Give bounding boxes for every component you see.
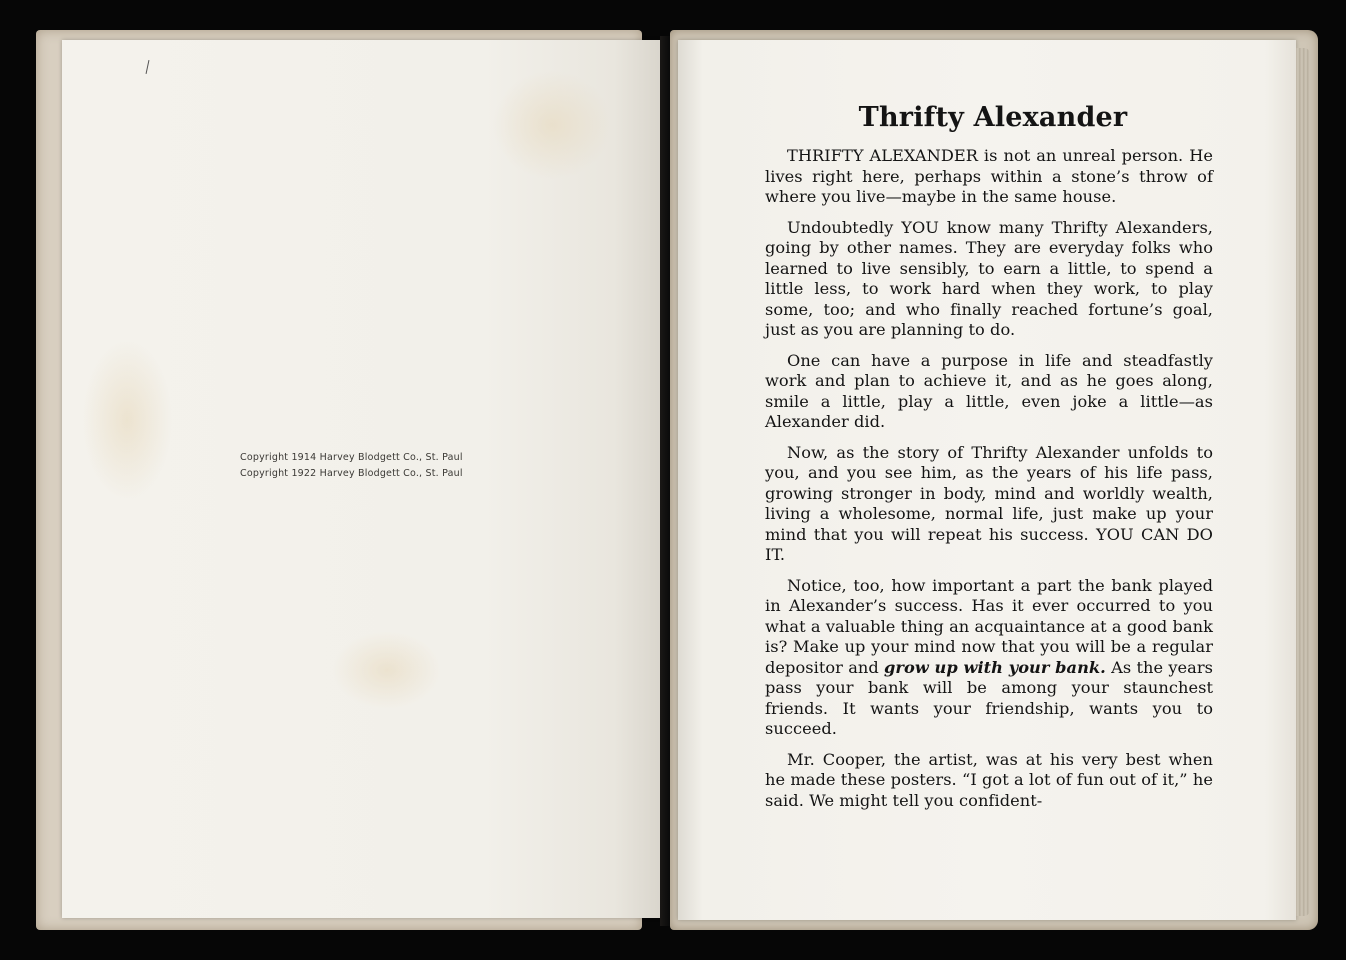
body-paragraph <box>765 443 1213 566</box>
right-page-text <box>765 100 1213 811</box>
body-paragraph <box>765 146 1213 208</box>
paragraph-text: Mr. Cooper, the artist, was at his very best when he made these posters. “I got a lot of fun out of it,” he said. We might tell you confident- <box>765 749 1213 810</box>
paragraph-text: As the years pass your bank will be among your staunchest friends. It wants your friendship, wants you to succeed. <box>765 657 1214 738</box>
left-page <box>62 40 662 918</box>
body-paragraph <box>765 576 1213 740</box>
copyright-line: Copyright 1922 Harvey Blodgett Co., St. Paul <box>240 468 463 479</box>
body-paragraph <box>765 351 1213 433</box>
copyright-notice <box>240 450 463 482</box>
body-text <box>765 146 1213 811</box>
paragraph-text: THRIFTY ALEXANDER is not an unreal person. He lives right here, perhaps within a stone’s throw of where you live—maybe in the same house. <box>765 146 1213 206</box>
paper-stain <box>82 340 172 500</box>
paper-stain <box>332 630 442 710</box>
paragraph-text: One can have a purpose in life and steadfastly work and plan to achieve it, and as he goes along, smile a little, play a little, even joke a little—as Alexander did. <box>765 350 1213 431</box>
body-paragraph <box>765 750 1213 812</box>
emphasized-text: grow up with your bank. <box>884 657 1106 677</box>
paper-stain <box>492 70 612 180</box>
paragraph-text: Notice, too, how important a part the bank played in Alexander’s success. Has it ever occurred to you what a valuable thing an acquaintance at a good bank is? Make up your mind now that you will be a regular depositor and <box>765 575 1213 677</box>
paragraph-text: Undoubtedly YOU know many Thrifty Alexanders, going by other names. They are everyday folks who learned to live sensibly, to earn a little, to spend a little less, to work hard when they work, to play some, too; and who finally reached fortune’s goal, just as you are planning to do. <box>765 217 1213 339</box>
page-title: Thrifty Alexander <box>858 102 1128 133</box>
paragraph-text: Now, as the story of Thrifty Alexander unfolds to you, and you see him, as the years of his life pass, growing stronger in body, mind and worldly wealth, living a wholesome, normal life, just make up your mind that you will repeat his success. YOU CAN DO IT. <box>765 442 1213 564</box>
page-block-edge <box>1296 48 1310 916</box>
body-paragraph <box>765 218 1213 341</box>
pencil-mark <box>146 60 150 74</box>
copyright-line: Copyright 1914 Harvey Blodgett Co., St. Paul <box>240 452 463 463</box>
